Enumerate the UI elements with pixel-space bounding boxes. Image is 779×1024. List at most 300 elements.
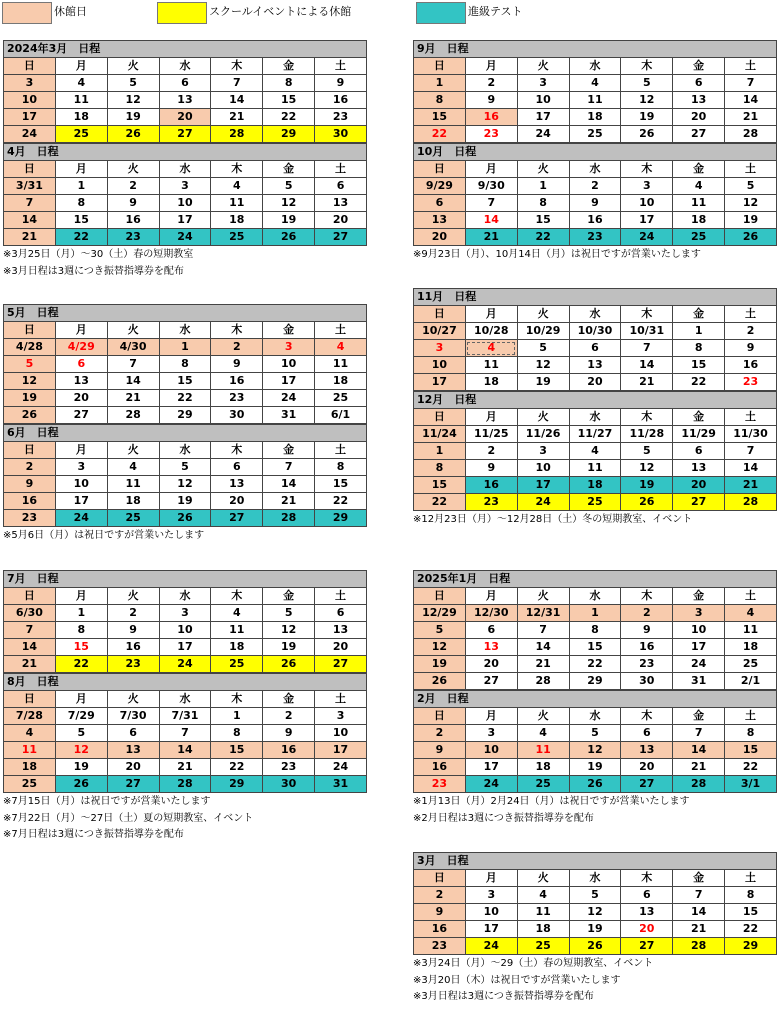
day-cell: 5 — [107, 75, 159, 92]
day-cell: 27 — [211, 510, 263, 527]
month-title: 3月 日程 — [414, 853, 777, 870]
day-cell: 22 — [414, 494, 466, 511]
month-calendar — [413, 570, 777, 690]
notes — [413, 793, 777, 827]
day-cell: 4 — [725, 605, 777, 622]
weekday-header: 水 — [569, 409, 621, 426]
day-cell: 20 — [159, 109, 211, 126]
day-cell: 11/30 — [725, 426, 777, 443]
day-cell: 18 — [315, 373, 367, 390]
weekday-header: 土 — [315, 58, 367, 75]
weekday-header: 水 — [569, 161, 621, 178]
day-cell: 6 — [673, 443, 725, 460]
day-cell: 22 — [517, 229, 569, 246]
day-cell: 12/29 — [414, 605, 466, 622]
day-cell: 17 — [517, 109, 569, 126]
day-cell: 5 — [621, 75, 673, 92]
day-cell: 23 — [414, 776, 466, 793]
weekday-header: 金 — [263, 588, 315, 605]
week-row — [414, 178, 777, 195]
day-cell: 8 — [725, 725, 777, 742]
day-cell: 20 — [55, 390, 107, 407]
note-line: ※7月日程は3週につき振替指導券を配布 — [3, 829, 184, 840]
week-row — [414, 212, 777, 229]
weekday-header: 土 — [315, 442, 367, 459]
day-cell: 20 — [673, 477, 725, 494]
day-cell: 14 — [4, 639, 56, 656]
weekday-header: 土 — [315, 322, 367, 339]
day-cell: 25 — [4, 776, 56, 793]
weekday-header: 水 — [159, 161, 211, 178]
day-cell: 19 — [621, 109, 673, 126]
day-cell: 15 — [263, 92, 315, 109]
day-cell: 11 — [569, 460, 621, 477]
month-calendar — [413, 40, 777, 143]
day-cell: 25 — [517, 776, 569, 793]
day-cell: 11 — [465, 357, 517, 374]
day-cell: 12 — [569, 904, 621, 921]
weekday-header: 月 — [55, 58, 107, 75]
day-cell: 1 — [211, 708, 263, 725]
day-cell: 1 — [55, 178, 107, 195]
day-cell: 6/1 — [315, 407, 367, 424]
weekday-header: 金 — [673, 708, 725, 725]
day-cell: 13 — [159, 92, 211, 109]
day-cell: 10 — [159, 622, 211, 639]
day-cell: 8 — [55, 622, 107, 639]
day-cell: 20 — [211, 493, 263, 510]
day-cell: 26 — [569, 776, 621, 793]
day-cell: 27 — [621, 938, 673, 955]
day-cell: 19 — [4, 390, 56, 407]
day-cell: 15 — [673, 357, 725, 374]
day-cell: 12 — [569, 742, 621, 759]
month-calendar — [413, 391, 777, 511]
day-cell: 9 — [621, 622, 673, 639]
day-cell: 11 — [725, 622, 777, 639]
weekday-header: 火 — [517, 161, 569, 178]
weekday-header: 日 — [4, 161, 56, 178]
day-cell: 4 — [211, 605, 263, 622]
day-cell: 9 — [569, 195, 621, 212]
week-row — [414, 126, 777, 143]
day-cell: 21 — [725, 109, 777, 126]
day-cell: 6 — [673, 75, 725, 92]
day-cell: 18 — [673, 212, 725, 229]
day-cell: 25 — [517, 938, 569, 955]
weekday-header: 火 — [107, 588, 159, 605]
day-cell: 9 — [107, 195, 159, 212]
day-cell: 3 — [159, 178, 211, 195]
day-cell: 15 — [725, 742, 777, 759]
day-cell: 4 — [4, 725, 56, 742]
week-row — [414, 921, 777, 938]
day-cell: 26 — [107, 126, 159, 143]
weekday-header: 月 — [55, 161, 107, 178]
day-cell: 20 — [621, 921, 673, 938]
day-cell: 16 — [725, 357, 777, 374]
day-cell: 27 — [55, 407, 107, 424]
week-row — [414, 622, 777, 639]
weekday-header: 日 — [4, 691, 56, 708]
weekday-header: 日 — [4, 58, 56, 75]
day-cell: 13 — [569, 357, 621, 374]
weekday-header: 金 — [673, 306, 725, 323]
weekday-header: 木 — [621, 588, 673, 605]
day-cell: 22 — [725, 921, 777, 938]
week-row — [4, 390, 367, 407]
legend-test-swatch — [416, 2, 466, 24]
day-cell: 21 — [159, 759, 211, 776]
weekday-header: 日 — [414, 306, 466, 323]
day-cell: 9 — [107, 622, 159, 639]
day-cell: 11 — [107, 476, 159, 493]
day-cell: 11 — [517, 904, 569, 921]
notes — [3, 793, 367, 844]
day-cell: 2 — [414, 887, 466, 904]
day-cell: 6 — [159, 75, 211, 92]
day-cell: 13 — [673, 92, 725, 109]
weekday-header: 木 — [211, 58, 263, 75]
day-cell: 25 — [569, 494, 621, 511]
day-cell: 8 — [414, 92, 466, 109]
day-cell: 3 — [673, 605, 725, 622]
day-cell: 7 — [517, 622, 569, 639]
week-row — [4, 356, 367, 373]
day-cell: 17 — [55, 493, 107, 510]
week-row — [4, 510, 367, 527]
day-cell: 11 — [569, 92, 621, 109]
day-cell: 17 — [315, 742, 367, 759]
day-cell: 9 — [465, 92, 517, 109]
day-cell: 21 — [4, 656, 56, 673]
weekday-header: 水 — [569, 870, 621, 887]
day-cell: 4 — [517, 887, 569, 904]
weekday-header: 木 — [211, 691, 263, 708]
day-cell: 18 — [569, 109, 621, 126]
day-cell: 10/28 — [465, 323, 517, 340]
week-row — [4, 776, 367, 793]
day-cell: 5 — [4, 356, 56, 373]
day-cell: 18 — [107, 493, 159, 510]
weekday-header: 水 — [569, 708, 621, 725]
weekday-header: 火 — [517, 588, 569, 605]
week-row — [414, 639, 777, 656]
day-cell: 18 — [55, 109, 107, 126]
day-cell: 15 — [315, 476, 367, 493]
month-title: 8月 日程 — [4, 674, 367, 691]
note-line: ※3月20日（木）は祝日ですが営業いたします — [413, 974, 621, 986]
week-row — [4, 476, 367, 493]
weekday-header: 日 — [4, 588, 56, 605]
legend-event-swatch — [157, 2, 207, 24]
day-cell: 4 — [569, 443, 621, 460]
week-row — [414, 725, 777, 742]
week-row — [4, 742, 367, 759]
day-cell: 17 — [465, 921, 517, 938]
weekday-header: 水 — [159, 58, 211, 75]
weekday-header: 水 — [159, 588, 211, 605]
calendar-column-block — [3, 40, 367, 280]
day-cell: 8 — [569, 622, 621, 639]
day-cell: 23 — [465, 126, 517, 143]
day-cell: 5 — [621, 443, 673, 460]
day-cell: 8 — [211, 725, 263, 742]
day-cell: 27 — [621, 776, 673, 793]
day-cell: 8 — [414, 460, 466, 477]
day-cell: 21 — [211, 109, 263, 126]
day-cell: 3 — [315, 708, 367, 725]
notes — [413, 246, 777, 264]
day-cell: 6 — [107, 725, 159, 742]
weekday-header: 火 — [107, 691, 159, 708]
day-cell: 14 — [159, 742, 211, 759]
weekday-header: 月 — [55, 322, 107, 339]
day-cell: 13 — [673, 460, 725, 477]
weekday-header: 水 — [569, 306, 621, 323]
week-row — [414, 742, 777, 759]
day-cell: 27 — [107, 776, 159, 793]
day-cell: 11/28 — [621, 426, 673, 443]
day-cell: 20 — [107, 759, 159, 776]
day-cell: 18 — [569, 477, 621, 494]
day-cell: 15 — [725, 904, 777, 921]
day-cell: 8 — [315, 459, 367, 476]
day-cell: 14 — [263, 476, 315, 493]
day-cell: 14 — [673, 742, 725, 759]
day-cell: 19 — [517, 374, 569, 391]
day-cell: 13 — [621, 904, 673, 921]
day-cell: 5 — [55, 725, 107, 742]
day-cell: 7 — [107, 356, 159, 373]
day-cell: 27 — [673, 494, 725, 511]
day-cell: 19 — [55, 759, 107, 776]
day-cell: 6 — [465, 622, 517, 639]
month-title: 2024年3月 日程 — [4, 41, 367, 58]
day-cell: 12 — [621, 460, 673, 477]
day-cell: 15 — [55, 639, 107, 656]
day-cell: 24 — [315, 759, 367, 776]
weekday-header: 土 — [315, 691, 367, 708]
day-cell: 4 — [569, 75, 621, 92]
day-cell: 10/31 — [621, 323, 673, 340]
note-line: ※12月23日（月）～12月28日（土）冬の短期教室、イベント — [413, 514, 693, 525]
weekday-header: 金 — [673, 58, 725, 75]
weekday-header: 月 — [465, 306, 517, 323]
week-row — [4, 725, 367, 742]
day-cell: 15 — [517, 212, 569, 229]
weekday-header: 木 — [621, 409, 673, 426]
weekday-header: 土 — [725, 708, 777, 725]
weekday-header: 月 — [465, 870, 517, 887]
day-cell: 11 — [211, 195, 263, 212]
day-cell: 4 — [211, 178, 263, 195]
day-cell: 10 — [4, 92, 56, 109]
day-cell: 5 — [725, 178, 777, 195]
weekday-header: 水 — [569, 588, 621, 605]
day-cell: 29 — [211, 776, 263, 793]
weekday-header: 日 — [414, 708, 466, 725]
weekday-header: 土 — [725, 409, 777, 426]
week-row — [4, 639, 367, 656]
day-cell: 18 — [211, 212, 263, 229]
day-cell: 30 — [263, 776, 315, 793]
week-row — [414, 904, 777, 921]
week-row — [414, 426, 777, 443]
weekday-header: 火 — [107, 161, 159, 178]
day-cell: 9/29 — [414, 178, 466, 195]
day-cell: 12 — [263, 195, 315, 212]
day-cell: 12 — [159, 476, 211, 493]
day-cell: 2 — [414, 725, 466, 742]
day-cell: 24 — [621, 229, 673, 246]
day-cell: 25 — [569, 126, 621, 143]
day-cell: 23 — [414, 938, 466, 955]
day-cell: 20 — [673, 109, 725, 126]
day-cell: 3/1 — [725, 776, 777, 793]
day-cell: 7 — [725, 443, 777, 460]
weekday-header: 土 — [315, 588, 367, 605]
day-cell: 20 — [569, 374, 621, 391]
day-cell: 7 — [263, 459, 315, 476]
day-cell: 16 — [465, 109, 517, 126]
weekday-header: 月 — [55, 691, 107, 708]
weekday-header: 火 — [517, 409, 569, 426]
day-cell: 25 — [55, 126, 107, 143]
day-cell: 6 — [315, 605, 367, 622]
week-row — [4, 126, 367, 143]
day-cell: 20 — [315, 212, 367, 229]
month-calendar — [3, 424, 367, 527]
day-cell: 11 — [211, 622, 263, 639]
weekday-header: 月 — [465, 161, 517, 178]
day-cell: 2 — [569, 178, 621, 195]
day-cell: 5 — [159, 459, 211, 476]
day-cell: 28 — [211, 126, 263, 143]
day-cell: 16 — [4, 493, 56, 510]
day-cell: 16 — [263, 742, 315, 759]
day-cell: 7 — [211, 75, 263, 92]
day-cell: 9 — [414, 742, 466, 759]
day-cell: 7 — [4, 195, 56, 212]
day-cell: 10 — [55, 476, 107, 493]
note-line: ※1月13日（月）2月24日（月）は祝日ですが営業いたします — [413, 796, 690, 807]
day-cell: 12 — [55, 742, 107, 759]
day-cell: 10 — [465, 742, 517, 759]
day-cell: 28 — [725, 494, 777, 511]
day-cell: 4 — [673, 178, 725, 195]
day-cell: 13 — [107, 742, 159, 759]
day-cell: 19 — [414, 656, 466, 673]
notes — [3, 246, 367, 280]
day-cell: 11 — [315, 356, 367, 373]
week-row — [4, 407, 367, 424]
day-cell: 1 — [414, 75, 466, 92]
day-cell: 22 — [673, 374, 725, 391]
day-cell: 7 — [673, 887, 725, 904]
day-cell: 3 — [263, 339, 315, 356]
day-cell: 23 — [315, 109, 367, 126]
day-cell: 31 — [263, 407, 315, 424]
day-cell: 26 — [725, 229, 777, 246]
day-cell: 4/29 — [55, 339, 107, 356]
weekday-header: 金 — [263, 691, 315, 708]
day-cell: 2 — [465, 75, 517, 92]
day-cell: 13 — [211, 476, 263, 493]
day-cell: 19 — [263, 212, 315, 229]
notes — [413, 511, 777, 529]
week-row — [4, 708, 367, 725]
day-cell: 14 — [725, 460, 777, 477]
month-title: 2025年1月 日程 — [414, 571, 777, 588]
weekday-header: 木 — [621, 306, 673, 323]
day-cell: 12 — [621, 92, 673, 109]
week-row — [4, 759, 367, 776]
day-cell: 10 — [517, 460, 569, 477]
day-cell: 3 — [465, 887, 517, 904]
day-cell: 6 — [621, 887, 673, 904]
day-cell: 5 — [414, 622, 466, 639]
day-cell: 28 — [725, 126, 777, 143]
day-cell: 14 — [673, 904, 725, 921]
month-title: 12月 日程 — [414, 392, 777, 409]
day-cell: 27 — [465, 673, 517, 690]
day-cell: 3 — [465, 725, 517, 742]
day-cell: 11 — [55, 92, 107, 109]
week-row — [414, 323, 777, 340]
day-cell: 5 — [263, 605, 315, 622]
week-row — [414, 938, 777, 955]
day-cell: 20 — [621, 759, 673, 776]
day-cell: 30 — [621, 673, 673, 690]
month-title: 9月 日程 — [414, 41, 777, 58]
note-line: ※5月6日（月）は祝日ですが営業いたします — [3, 530, 205, 541]
day-cell: 25 — [211, 656, 263, 673]
weekday-header: 火 — [107, 322, 159, 339]
weekday-header: 土 — [725, 870, 777, 887]
day-cell: 11/29 — [673, 426, 725, 443]
note-line: ※3月24日（月）～29（土）春の短期教室、イベント — [413, 958, 654, 969]
day-cell: 9 — [725, 340, 777, 357]
day-cell: 8 — [159, 356, 211, 373]
note-line: ※7月22日（月）～27日（土）夏の短期教室、イベント — [3, 812, 254, 824]
day-cell: 22 — [725, 759, 777, 776]
week-row — [414, 673, 777, 690]
weekday-header: 月 — [55, 442, 107, 459]
day-cell: 25 — [725, 656, 777, 673]
month-calendar — [3, 40, 367, 143]
day-cell: 9 — [211, 356, 263, 373]
day-cell: 19 — [263, 639, 315, 656]
day-cell: 11/27 — [569, 426, 621, 443]
day-cell: 11/26 — [517, 426, 569, 443]
week-row — [414, 494, 777, 511]
day-cell: 11 — [517, 742, 569, 759]
day-cell: 19 — [621, 477, 673, 494]
week-row — [4, 656, 367, 673]
day-cell: 11/24 — [414, 426, 466, 443]
day-cell: 6 — [414, 195, 466, 212]
weekday-header: 木 — [621, 58, 673, 75]
day-cell: 10/27 — [414, 323, 466, 340]
day-cell: 31 — [315, 776, 367, 793]
day-cell: 15 — [211, 742, 263, 759]
note-line: ※2月日程は3週につき振替指導券を配布 — [413, 812, 594, 824]
day-cell: 3 — [517, 443, 569, 460]
day-cell: 13 — [55, 373, 107, 390]
day-cell: 16 — [315, 92, 367, 109]
day-cell: 10 — [263, 356, 315, 373]
